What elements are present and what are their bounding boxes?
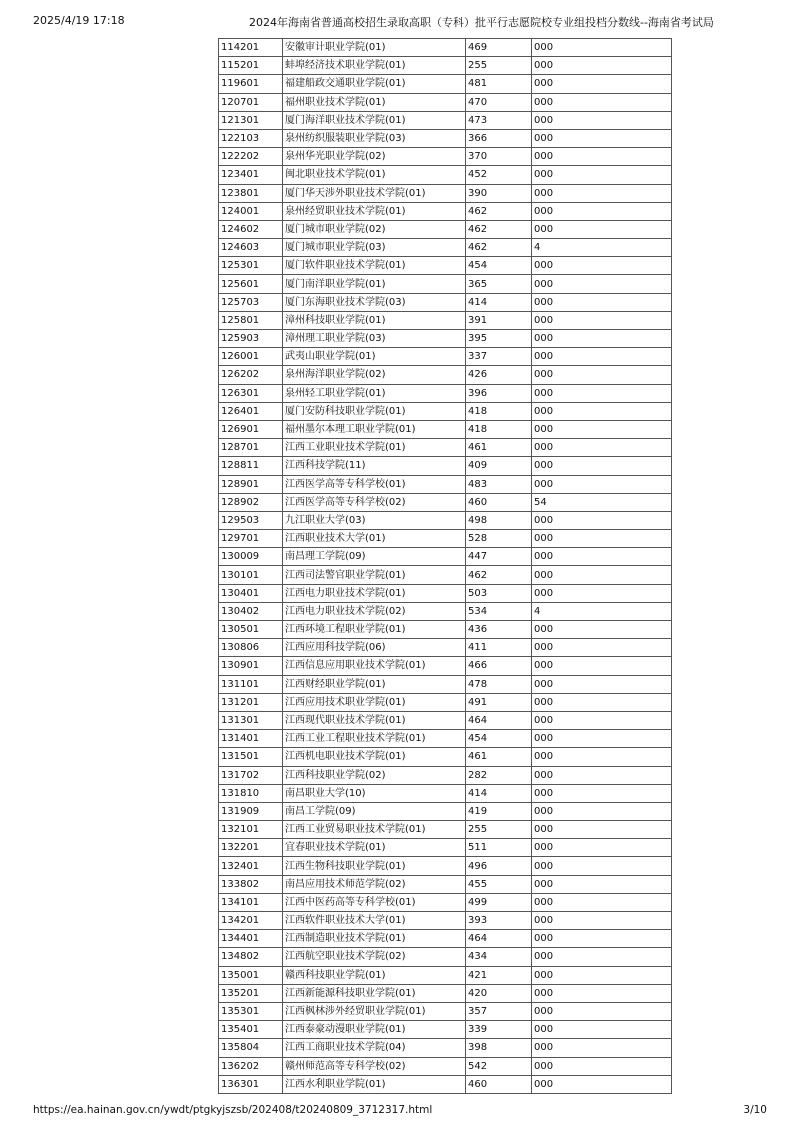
- table-row: [219, 1002, 672, 1020]
- table-row: [219, 1021, 672, 1039]
- page-title: 2024年海南省普通高校招生录取高职（专科）批平行志愿院校专业组投档分数线--海南省考试局: [249, 16, 714, 29]
- group-code-cell: 131501: [219, 748, 283, 766]
- group-code-cell: 128902: [219, 493, 283, 511]
- table-row: [219, 657, 672, 675]
- school-group-cell: 安徽审计职业学院(01): [283, 39, 466, 57]
- group-code-cell: 126001: [219, 348, 283, 366]
- table-row: [219, 948, 672, 966]
- score-cell: 426: [466, 366, 532, 384]
- school-group-cell: 福建船政交通职业学院(01): [283, 75, 466, 93]
- rank-cell: 000: [532, 402, 672, 420]
- table-row: [219, 366, 672, 384]
- score-cell: 447: [466, 548, 532, 566]
- rank-cell: 000: [532, 566, 672, 584]
- school-group-cell: 江西财经职业学院(01): [283, 675, 466, 693]
- table-row: [219, 784, 672, 802]
- group-code-cell: 134401: [219, 930, 283, 948]
- group-code-cell: 128811: [219, 457, 283, 475]
- school-group-cell: 漳州科技职业学院(01): [283, 311, 466, 329]
- table-row: [219, 275, 672, 293]
- rank-cell: 000: [532, 330, 672, 348]
- page-number: 3/10: [743, 1104, 767, 1116]
- table-row: [219, 148, 672, 166]
- score-cell: 483: [466, 475, 532, 493]
- school-group-cell: 蚌埠经济技术职业学院(01): [283, 57, 466, 75]
- rank-cell: 000: [532, 111, 672, 129]
- table-row: [219, 675, 672, 693]
- rank-cell: 000: [532, 639, 672, 657]
- group-code-cell: 132201: [219, 839, 283, 857]
- school-group-cell: 江西科技学院(11): [283, 457, 466, 475]
- score-cell: 414: [466, 784, 532, 802]
- school-group-cell: 南昌理工学院(09): [283, 548, 466, 566]
- group-code-cell: 125601: [219, 275, 283, 293]
- table-row: [219, 875, 672, 893]
- rank-cell: 4: [532, 239, 672, 257]
- group-code-cell: 130101: [219, 566, 283, 584]
- group-code-cell: 130501: [219, 621, 283, 639]
- group-code-cell: 131810: [219, 784, 283, 802]
- table-row: [219, 839, 672, 857]
- school-group-cell: 江西泰豪动漫职业学院(01): [283, 1021, 466, 1039]
- score-cell: 499: [466, 893, 532, 911]
- group-code-cell: 125903: [219, 330, 283, 348]
- table-row: [219, 439, 672, 457]
- school-group-cell: 江西新能源科技职业学院(01): [283, 984, 466, 1002]
- group-code-cell: 132401: [219, 857, 283, 875]
- group-code-cell: 123401: [219, 166, 283, 184]
- rank-cell: 000: [532, 1039, 672, 1057]
- rank-cell: 000: [532, 366, 672, 384]
- school-group-cell: 厦门海洋职业技术学院(01): [283, 111, 466, 129]
- table-row: [219, 220, 672, 238]
- school-group-cell: 厦门安防科技职业学院(01): [283, 402, 466, 420]
- rank-cell: 000: [532, 311, 672, 329]
- rank-cell: 000: [532, 693, 672, 711]
- rank-cell: 000: [532, 1057, 672, 1075]
- table-row: [219, 621, 672, 639]
- school-group-cell: 江西水利职业学院(01): [283, 1075, 466, 1093]
- group-code-cell: 135201: [219, 984, 283, 1002]
- score-cell: 420: [466, 984, 532, 1002]
- rank-cell: 000: [532, 1021, 672, 1039]
- table-row: [219, 57, 672, 75]
- score-cell: 370: [466, 148, 532, 166]
- rank-cell: 000: [532, 148, 672, 166]
- table-row: [219, 857, 672, 875]
- table-row: [219, 257, 672, 275]
- school-group-cell: 九江职业大学(03): [283, 511, 466, 529]
- table-row: [219, 912, 672, 930]
- group-code-cell: 123801: [219, 184, 283, 202]
- table-body: [219, 39, 672, 1094]
- rank-cell: 000: [532, 948, 672, 966]
- table-row: [219, 1039, 672, 1057]
- table-row: [219, 1075, 672, 1093]
- score-cell: 455: [466, 875, 532, 893]
- rank-cell: 000: [532, 93, 672, 111]
- score-cell: 462: [466, 566, 532, 584]
- rank-cell: 000: [532, 730, 672, 748]
- score-cell: 452: [466, 166, 532, 184]
- school-group-cell: 江西工业职业技术学院(01): [283, 439, 466, 457]
- school-group-cell: 泉州华光职业学院(02): [283, 148, 466, 166]
- school-group-cell: 江西职业技术大学(01): [283, 530, 466, 548]
- group-code-cell: 130806: [219, 639, 283, 657]
- score-cell: 434: [466, 948, 532, 966]
- score-cell: 255: [466, 821, 532, 839]
- table-row: [219, 748, 672, 766]
- school-group-cell: 江西应用技术职业学院(01): [283, 693, 466, 711]
- score-cell: 337: [466, 348, 532, 366]
- table-row: [219, 893, 672, 911]
- table-row: [219, 930, 672, 948]
- table-row: [219, 966, 672, 984]
- rank-cell: 000: [532, 711, 672, 729]
- rank-cell: 000: [532, 802, 672, 820]
- score-cell: 469: [466, 39, 532, 57]
- group-code-cell: 128901: [219, 475, 283, 493]
- school-group-cell: 南昌职业大学(10): [283, 784, 466, 802]
- print-date: 2025/4/19 17:18: [33, 14, 125, 27]
- table-row: [219, 693, 672, 711]
- rank-cell: 000: [532, 548, 672, 566]
- school-group-cell: 武夷山职业学院(01): [283, 348, 466, 366]
- group-code-cell: 124001: [219, 202, 283, 220]
- table-row: [219, 493, 672, 511]
- group-code-cell: 120701: [219, 93, 283, 111]
- rank-cell: 4: [532, 602, 672, 620]
- rank-cell: 000: [532, 748, 672, 766]
- rank-cell: 000: [532, 766, 672, 784]
- group-code-cell: 130901: [219, 657, 283, 675]
- school-group-cell: 江西医学高等专科学校(01): [283, 475, 466, 493]
- group-code-cell: 131101: [219, 675, 283, 693]
- score-cell: 496: [466, 857, 532, 875]
- score-cell: 339: [466, 1021, 532, 1039]
- group-code-cell: 134101: [219, 893, 283, 911]
- group-code-cell: 131201: [219, 693, 283, 711]
- rank-cell: 000: [532, 930, 672, 948]
- group-code-cell: 131401: [219, 730, 283, 748]
- rank-cell: 000: [532, 984, 672, 1002]
- score-cell: 421: [466, 966, 532, 984]
- group-code-cell: 122202: [219, 148, 283, 166]
- rank-cell: 000: [532, 821, 672, 839]
- score-cell: 470: [466, 93, 532, 111]
- group-code-cell: 126401: [219, 402, 283, 420]
- group-code-cell: 130402: [219, 602, 283, 620]
- rank-cell: 000: [532, 129, 672, 147]
- group-code-cell: 114201: [219, 39, 283, 57]
- score-cell: 464: [466, 930, 532, 948]
- rank-cell: 000: [532, 39, 672, 57]
- score-cell: 464: [466, 711, 532, 729]
- table-row: [219, 75, 672, 93]
- rank-cell: 000: [532, 875, 672, 893]
- rank-cell: 000: [532, 1002, 672, 1020]
- school-group-cell: 江西工商职业技术学院(04): [283, 1039, 466, 1057]
- school-group-cell: 江西中医药高等专科学校(01): [283, 893, 466, 911]
- score-cell: 391: [466, 311, 532, 329]
- group-code-cell: 124603: [219, 239, 283, 257]
- group-code-cell: 135804: [219, 1039, 283, 1057]
- rank-cell: 000: [532, 475, 672, 493]
- rank-cell: 000: [532, 439, 672, 457]
- school-group-cell: 漳州理工职业学院(03): [283, 330, 466, 348]
- group-code-cell: 124602: [219, 220, 283, 238]
- school-group-cell: 南昌工学院(09): [283, 802, 466, 820]
- rank-cell: 000: [532, 530, 672, 548]
- group-code-cell: 128701: [219, 439, 283, 457]
- table-row: [219, 602, 672, 620]
- rank-cell: 000: [532, 348, 672, 366]
- school-group-cell: 江西生物科技职业学院(01): [283, 857, 466, 875]
- score-cell: 461: [466, 748, 532, 766]
- score-cell: 418: [466, 420, 532, 438]
- school-group-cell: 厦门东海职业技术学院(03): [283, 293, 466, 311]
- school-group-cell: 江西电力职业技术学院(02): [283, 602, 466, 620]
- score-cell: 255: [466, 57, 532, 75]
- rank-cell: 000: [532, 57, 672, 75]
- table-row: [219, 348, 672, 366]
- rank-cell: 000: [532, 220, 672, 238]
- rank-cell: 000: [532, 384, 672, 402]
- score-cell: 503: [466, 584, 532, 602]
- group-code-cell: 122103: [219, 129, 283, 147]
- admission-score-table: [218, 38, 672, 1094]
- rank-cell: 000: [532, 75, 672, 93]
- school-group-cell: 江西机电职业技术学院(01): [283, 748, 466, 766]
- rank-cell: 54: [532, 493, 672, 511]
- table-row: [219, 821, 672, 839]
- group-code-cell: 119601: [219, 75, 283, 93]
- score-cell: 461: [466, 439, 532, 457]
- group-code-cell: 136301: [219, 1075, 283, 1093]
- group-code-cell: 131301: [219, 711, 283, 729]
- score-cell: 511: [466, 839, 532, 857]
- school-group-cell: 宜春职业技术学院(01): [283, 839, 466, 857]
- school-group-cell: 江西工业贸易职业技术学院(01): [283, 821, 466, 839]
- school-group-cell: 泉州经贸职业技术学院(01): [283, 202, 466, 220]
- score-cell: 460: [466, 493, 532, 511]
- table-row: [219, 202, 672, 220]
- table-row: [219, 802, 672, 820]
- rank-cell: 000: [532, 275, 672, 293]
- group-code-cell: 130401: [219, 584, 283, 602]
- school-group-cell: 江西航空职业技术学院(02): [283, 948, 466, 966]
- table-row: [219, 184, 672, 202]
- rank-cell: 000: [532, 584, 672, 602]
- group-code-cell: 121301: [219, 111, 283, 129]
- school-group-cell: 江西应用科技学院(06): [283, 639, 466, 657]
- rank-cell: 000: [532, 166, 672, 184]
- rank-cell: 000: [532, 675, 672, 693]
- group-code-cell: 131702: [219, 766, 283, 784]
- score-cell: 528: [466, 530, 532, 548]
- table-row: [219, 511, 672, 529]
- school-group-cell: 赣西科技职业学院(01): [283, 966, 466, 984]
- rank-cell: 000: [532, 457, 672, 475]
- score-cell: 481: [466, 75, 532, 93]
- table-row: [219, 111, 672, 129]
- rank-cell: 000: [532, 293, 672, 311]
- group-code-cell: 125801: [219, 311, 283, 329]
- score-cell: 366: [466, 129, 532, 147]
- school-group-cell: 江西医学高等专科学校(02): [283, 493, 466, 511]
- school-group-cell: 福州职业技术学院(01): [283, 93, 466, 111]
- score-cell: 454: [466, 257, 532, 275]
- group-code-cell: 125703: [219, 293, 283, 311]
- school-group-cell: 江西工业工程职业技术学院(01): [283, 730, 466, 748]
- score-cell: 466: [466, 657, 532, 675]
- table-row: [219, 402, 672, 420]
- table-row: [219, 530, 672, 548]
- score-cell: 390: [466, 184, 532, 202]
- group-code-cell: 126301: [219, 384, 283, 402]
- score-cell: 462: [466, 239, 532, 257]
- group-code-cell: 134201: [219, 912, 283, 930]
- score-cell: 357: [466, 1002, 532, 1020]
- school-group-cell: 泉州轻工职业学院(01): [283, 384, 466, 402]
- score-cell: 395: [466, 330, 532, 348]
- school-group-cell: 江西科技职业学院(02): [283, 766, 466, 784]
- school-group-cell: 江西现代职业技术学院(01): [283, 711, 466, 729]
- rank-cell: 000: [532, 966, 672, 984]
- school-group-cell: 江西信息应用职业技术学院(01): [283, 657, 466, 675]
- school-group-cell: 闽北职业技术学院(01): [283, 166, 466, 184]
- group-code-cell: 115201: [219, 57, 283, 75]
- score-cell: 498: [466, 511, 532, 529]
- school-group-cell: 江西电力职业技术学院(01): [283, 584, 466, 602]
- school-group-cell: 江西制造职业技术学院(01): [283, 930, 466, 948]
- table-row: [219, 311, 672, 329]
- score-cell: 454: [466, 730, 532, 748]
- table-row: [219, 548, 672, 566]
- school-group-cell: 厦门城市职业学院(03): [283, 239, 466, 257]
- school-group-cell: 厦门软件职业技术学院(01): [283, 257, 466, 275]
- school-group-cell: 江西环境工程职业学院(01): [283, 621, 466, 639]
- score-cell: 478: [466, 675, 532, 693]
- group-code-cell: 135301: [219, 1002, 283, 1020]
- group-code-cell: 126202: [219, 366, 283, 384]
- table-row: [219, 1057, 672, 1075]
- table-row: [219, 566, 672, 584]
- score-cell: 419: [466, 802, 532, 820]
- group-code-cell: 134802: [219, 948, 283, 966]
- table-row: [219, 384, 672, 402]
- group-code-cell: 129701: [219, 530, 283, 548]
- page-url: https://ea.hainan.gov.cn/ywdt/ptgkyjszsb/202408/t20240809_3712317.html: [33, 1104, 433, 1116]
- school-group-cell: 泉州海洋职业学院(02): [283, 366, 466, 384]
- group-code-cell: 131909: [219, 802, 283, 820]
- table-row: [219, 711, 672, 729]
- group-code-cell: 133802: [219, 875, 283, 893]
- school-group-cell: 厦门南洋职业学院(01): [283, 275, 466, 293]
- score-cell: 414: [466, 293, 532, 311]
- table-row: [219, 420, 672, 438]
- group-code-cell: 136202: [219, 1057, 283, 1075]
- group-code-cell: 135001: [219, 966, 283, 984]
- rank-cell: 000: [532, 657, 672, 675]
- group-code-cell: 130009: [219, 548, 283, 566]
- rank-cell: 000: [532, 893, 672, 911]
- rank-cell: 000: [532, 420, 672, 438]
- table-row: [219, 293, 672, 311]
- score-cell: 491: [466, 693, 532, 711]
- rank-cell: 000: [532, 621, 672, 639]
- table-row: [219, 93, 672, 111]
- school-group-cell: 厦门华天涉外职业技术学院(01): [283, 184, 466, 202]
- table-row: [219, 475, 672, 493]
- table-row: [219, 166, 672, 184]
- school-group-cell: 江西软件职业技术大学(01): [283, 912, 466, 930]
- rank-cell: 000: [532, 912, 672, 930]
- table-row: [219, 129, 672, 147]
- table-row: [219, 239, 672, 257]
- school-group-cell: 江西枫林涉外经贸职业学院(01): [283, 1002, 466, 1020]
- group-code-cell: 125301: [219, 257, 283, 275]
- rank-cell: 000: [532, 1075, 672, 1093]
- score-cell: 409: [466, 457, 532, 475]
- score-cell: 411: [466, 639, 532, 657]
- table-row: [219, 457, 672, 475]
- school-group-cell: 赣州师范高等专科学校(02): [283, 1057, 466, 1075]
- score-cell: 542: [466, 1057, 532, 1075]
- table-row: [219, 639, 672, 657]
- rank-cell: 000: [532, 784, 672, 802]
- table-row: [219, 584, 672, 602]
- rank-cell: 000: [532, 202, 672, 220]
- group-code-cell: 135401: [219, 1021, 283, 1039]
- group-code-cell: 132101: [219, 821, 283, 839]
- score-cell: 473: [466, 111, 532, 129]
- score-cell: 462: [466, 202, 532, 220]
- table-row: [219, 766, 672, 784]
- table-row: [219, 330, 672, 348]
- score-cell: 436: [466, 621, 532, 639]
- school-group-cell: 厦门城市职业学院(02): [283, 220, 466, 238]
- score-cell: 396: [466, 384, 532, 402]
- group-code-cell: 126901: [219, 420, 283, 438]
- rank-cell: 000: [532, 257, 672, 275]
- score-cell: 282: [466, 766, 532, 784]
- rank-cell: 000: [532, 184, 672, 202]
- school-group-cell: 南昌应用技术师范学院(02): [283, 875, 466, 893]
- score-cell: 534: [466, 602, 532, 620]
- school-group-cell: 福州墨尔本理工职业学院(01): [283, 420, 466, 438]
- rank-cell: 000: [532, 857, 672, 875]
- score-cell: 398: [466, 1039, 532, 1057]
- score-cell: 393: [466, 912, 532, 930]
- table-row: [219, 39, 672, 57]
- score-cell: 418: [466, 402, 532, 420]
- table-row: [219, 730, 672, 748]
- score-cell: 365: [466, 275, 532, 293]
- score-cell: 462: [466, 220, 532, 238]
- school-group-cell: 江西司法警官职业学院(01): [283, 566, 466, 584]
- rank-cell: 000: [532, 839, 672, 857]
- score-cell: 460: [466, 1075, 532, 1093]
- table-row: [219, 984, 672, 1002]
- rank-cell: 000: [532, 511, 672, 529]
- group-code-cell: 129503: [219, 511, 283, 529]
- school-group-cell: 泉州纺织服装职业学院(03): [283, 129, 466, 147]
